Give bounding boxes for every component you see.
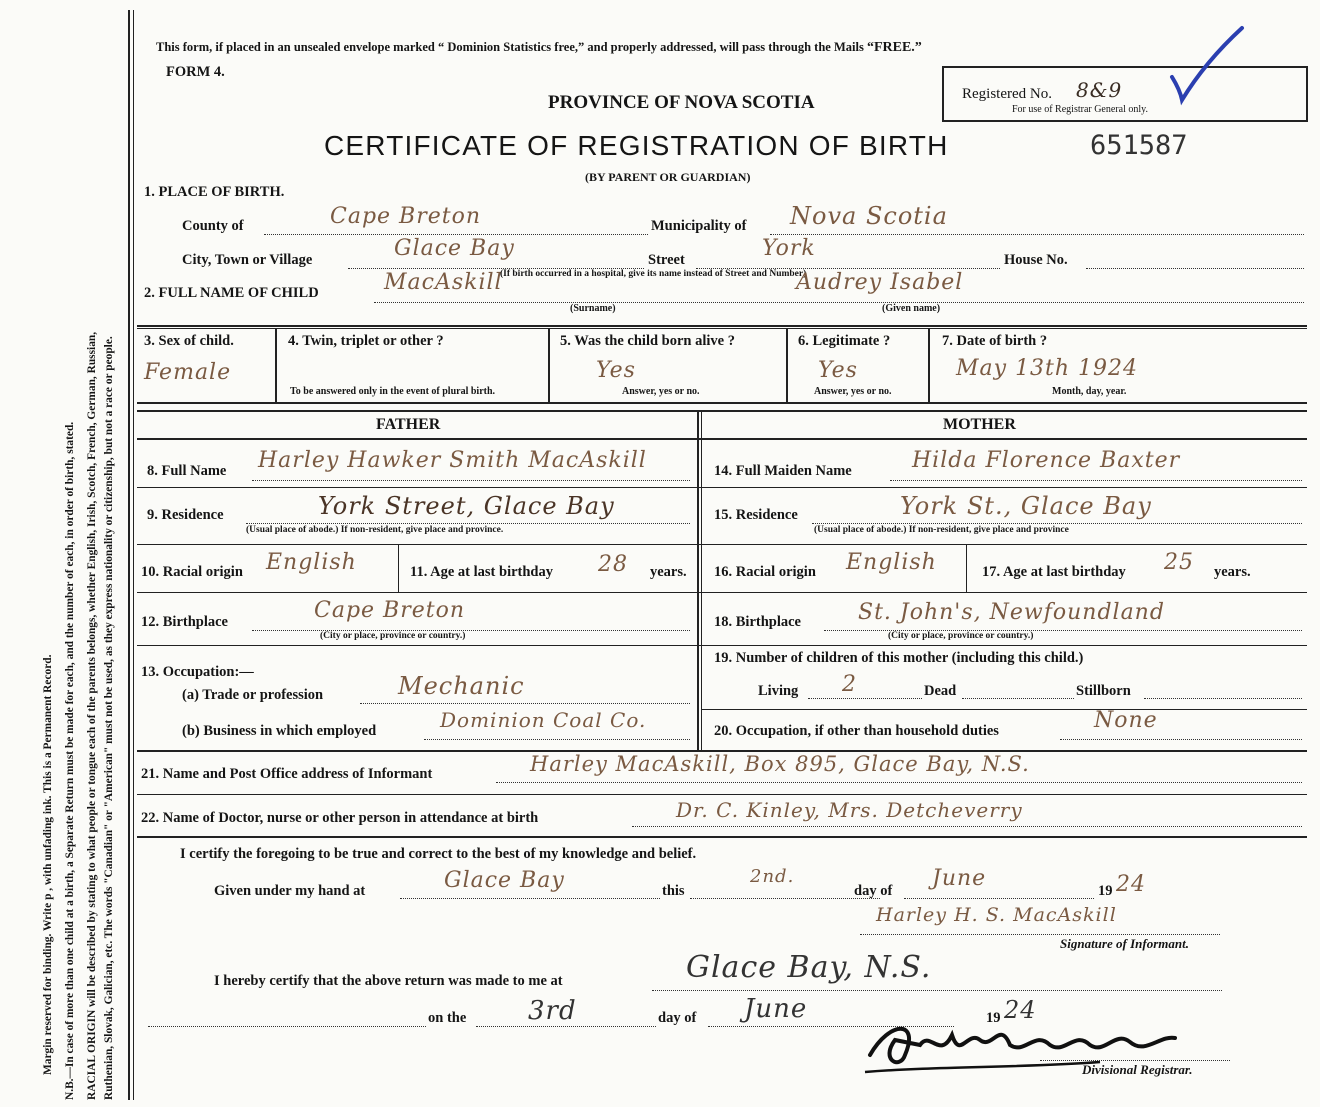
margin-rule	[128, 10, 130, 1100]
trade-label: (a) Trade or profession	[182, 687, 324, 703]
rule	[398, 545, 399, 592]
given-dayof-label: day of	[854, 883, 893, 899]
business-value: Dominion Coal Co.	[440, 708, 647, 732]
trade-line	[360, 703, 690, 704]
father-residence-label: 9. Residence	[147, 507, 224, 523]
mother-residence-line	[812, 523, 1302, 524]
rule	[137, 328, 1307, 329]
rule	[137, 794, 1307, 795]
father-birthplace-line	[252, 630, 690, 631]
on-the-label: on the	[428, 1010, 467, 1026]
margin-note-2: N.B.—In case of more than one child at a birth, a Separate Return must be made for each, and the number of each, in order of birth, stated.	[64, 421, 76, 1100]
municipality-line	[770, 234, 1304, 235]
registrar-lead-line	[148, 1026, 426, 1027]
mother-birthplace-value: St. John's, Newfoundland	[858, 600, 1165, 625]
house-label: House No.	[1004, 252, 1068, 268]
registrar-signature-label: Divisional Registrar.	[1082, 1062, 1193, 1077]
attendant-value: Dr. C. Kinley, Mrs. Detcheverry	[676, 798, 1023, 822]
serial-number: 651587	[1090, 130, 1188, 161]
stillborn-line	[1144, 698, 1302, 699]
informant-line	[496, 782, 1302, 783]
dob-value: May 13th 1924	[956, 356, 1139, 381]
informant-signature-line	[860, 934, 1220, 935]
street-value: York	[762, 236, 816, 261]
dob-label: 7. Date of birth ?	[942, 333, 1048, 349]
registered-value: 8&9	[1076, 78, 1123, 102]
rule	[137, 410, 1307, 412]
place-of-birth-label: 1. PLACE OF BIRTH.	[144, 184, 285, 200]
registrar-year-suffix: 24	[1004, 996, 1037, 1024]
registrar-day-value: 3rd	[528, 996, 577, 1026]
father-racial-value: English	[266, 550, 357, 575]
given-month-value: June	[932, 866, 987, 891]
certify-statement: I certify the foregoing to be true and correct to the best of my knowledge and belief.	[180, 846, 697, 862]
informant-value: Harley MacAskill, Box 895, Glace Bay, N.S.	[530, 752, 1030, 776]
dead-label: Dead	[924, 683, 957, 699]
rule	[928, 328, 930, 402]
rule	[137, 645, 1307, 646]
father-name-label: 8. Full Name	[147, 463, 227, 479]
rule	[786, 328, 788, 402]
county-label: County of	[182, 218, 244, 234]
registered-label: Registered No.	[962, 86, 1052, 102]
given-place-value: Glace Bay	[444, 868, 565, 893]
registrar-day-line	[476, 1026, 656, 1027]
father-birthplace-value: Cape Breton	[314, 598, 466, 623]
alive-label: 5. Was the child born alive ?	[560, 333, 735, 349]
county-line	[264, 234, 648, 235]
dob-note: Month, day, year.	[1052, 386, 1127, 397]
registrar-dayof-label: day of	[658, 1010, 697, 1026]
father-name-value: Harley Hawker Smith MacAskill	[258, 448, 647, 473]
given-year-prefix: 19	[1098, 883, 1113, 899]
rule	[702, 709, 1307, 710]
children-count-label: 19. Number of children of this mother (including this child.)	[714, 650, 1084, 666]
mother-years: years.	[1214, 564, 1251, 580]
mother-birthplace-note: (City or place, province or country.)	[888, 631, 1034, 641]
mother-residence-note: (Usual place of abode.) If non-resident, give place and province	[814, 525, 1069, 535]
mother-name-value: Hilda Florence Baxter	[912, 448, 1181, 473]
legit-note: Answer, yes or no.	[814, 386, 892, 397]
attendant-line	[632, 826, 1302, 827]
column-divider	[701, 410, 702, 750]
mother-racial-value: English	[846, 550, 937, 575]
mother-occupation-line	[1060, 739, 1302, 740]
rule	[548, 328, 550, 402]
rule	[275, 328, 277, 402]
twin-label: 4. Twin, triplet or other ?	[288, 333, 444, 349]
rule	[137, 438, 1307, 440]
given-name-caption: (Given name)	[882, 303, 941, 314]
informant-signature-label: Signature of Informant.	[1060, 936, 1189, 951]
mother-occupation-value: None	[1094, 708, 1158, 733]
father-age-label: 11. Age at last birthday	[410, 564, 553, 580]
trade-value: Mechanic	[398, 672, 525, 700]
house-line	[1086, 268, 1304, 269]
father-racial-label: 10. Racial origin	[141, 564, 243, 580]
informant-signature: Harley H. S. MacAskill	[876, 904, 1117, 926]
mother-racial-label: 16. Racial origin	[714, 564, 816, 580]
registrar-note: For use of Registrar General only.	[1012, 104, 1148, 115]
given-label: Given under my hand at	[214, 883, 366, 899]
mail-notice	[156, 40, 922, 56]
living-value: 2	[842, 672, 857, 697]
mother-residence-value: York St., Glace Bay	[900, 492, 1152, 520]
given-month-line	[904, 898, 1094, 899]
legit-label: 6. Legitimate ?	[798, 333, 891, 349]
rule	[137, 402, 1307, 404]
mother-residence-label: 15. Residence	[714, 507, 798, 523]
rule	[966, 545, 967, 592]
margin-rule-2	[133, 10, 134, 1100]
father-age-value: 28	[598, 552, 628, 577]
father-years: years.	[650, 564, 687, 580]
margin-note-4: Ruthenian, Slovak, Galician, etc. The words "Canadian" or "American" must not be used, as they express nationality or citizenship, but not a race or people.	[103, 336, 115, 1100]
municipality-value: Nova Scotia	[790, 202, 948, 230]
mother-heading: MOTHER	[943, 416, 1016, 433]
business-label: (b) Business in which employed	[182, 723, 377, 739]
sex-label: 3. Sex of child.	[144, 333, 234, 349]
given-day-value: 2nd.	[750, 866, 795, 887]
registrar-year-prefix: 19	[986, 1010, 1001, 1026]
certificate-subtitle: (BY PARENT OR GUARDIAN)	[585, 170, 751, 184]
stillborn-label: Stillborn	[1076, 683, 1131, 699]
municipality-label: Municipality of	[651, 218, 747, 234]
rule	[137, 592, 1307, 593]
twin-note: To be answered only in the event of plural birth.	[290, 386, 496, 397]
father-residence-value: York Street, Glace Bay	[318, 492, 615, 520]
business-line	[424, 739, 690, 740]
county-value: Cape Breton	[330, 204, 482, 229]
given-this-label: this	[662, 883, 685, 899]
rule	[137, 836, 1307, 838]
living-line	[808, 698, 922, 699]
mother-name-label: 14. Full Maiden Name	[714, 463, 852, 479]
mother-age-label: 17. Age at last birthday	[982, 564, 1126, 580]
province-heading: PROVINCE OF NOVA SCOTIA	[548, 92, 815, 113]
certificate-title: CERTIFICATE OF REGISTRATION OF BIRTH	[324, 130, 949, 161]
margin-note-3: RACIAL ORIGIN will be described by stating to what people or tongue each of the parents belongs, whether English, Irish, Scotch, French, German, Russian,	[86, 331, 98, 1100]
sex-value: Female	[144, 360, 232, 385]
father-residence-line	[246, 523, 690, 524]
dead-line	[962, 698, 1074, 699]
registrar-place-value: Glace Bay, N.S.	[686, 950, 932, 985]
legit-value: Yes	[818, 358, 858, 383]
registrar-signature-line	[1040, 1060, 1230, 1061]
registrar-month-value: June	[744, 994, 808, 1024]
father-birthplace-label: 12. Birthplace	[141, 614, 228, 630]
father-heading: FATHER	[376, 416, 441, 433]
rule	[137, 487, 1307, 488]
child-name-line	[374, 302, 1304, 303]
given-year-suffix: 24	[1116, 872, 1146, 897]
mail-notice-free: “FREE.”	[866, 40, 922, 55]
rule	[137, 325, 1307, 327]
child-name-label: 2. FULL NAME OF CHILD	[144, 285, 319, 301]
father-birthplace-note: (City or place, province or country.)	[320, 631, 466, 641]
column-divider	[697, 410, 699, 750]
informant-label: 21. Name and Post Office address of Informant	[141, 766, 433, 782]
mother-birthplace-label: 18. Birthplace	[714, 614, 801, 630]
given-day-line	[690, 898, 880, 899]
occupation-label: 13. Occupation:—	[141, 664, 254, 680]
alive-note: Answer, yes or no.	[622, 386, 700, 397]
street-label: Street	[648, 252, 685, 268]
registrar-place-line	[652, 990, 1222, 991]
mother-occupation-label: 20. Occupation, if other than household duties	[714, 723, 999, 739]
mother-name-line	[890, 480, 1302, 481]
city-value: Glace Bay	[394, 236, 515, 261]
form-number: FORM 4.	[166, 64, 225, 80]
living-label: Living	[758, 683, 799, 699]
given-place-line	[400, 898, 660, 899]
mail-notice-text: This form, if placed in an unsealed envelope marked “ Dominion Statistics free,” and properly addressed, will pass through the Mails	[156, 40, 864, 54]
mother-age-value: 25	[1164, 550, 1194, 575]
city-label: City, Town or Village	[182, 252, 313, 268]
surname-caption: (Surname)	[570, 303, 616, 314]
registrar-statement: I hereby certify that the above return was made to me at	[214, 973, 563, 989]
hospital-note: (If birth occurred in a hospital, give its name instead of Street and Number)	[500, 269, 807, 279]
child-surname: MacAskill	[384, 270, 503, 295]
margin-note-1: Margin reserved for binding. Write p , with unfading ink. This is a Permanent Record.	[42, 654, 54, 1075]
alive-value: Yes	[596, 358, 636, 383]
child-given-name: Audrey Isabel	[796, 270, 964, 295]
father-name-line	[252, 480, 690, 481]
attendant-label: 22. Name of Doctor, nurse or other person in attendance at birth	[141, 810, 539, 826]
father-residence-note: (Usual place of abode.) If non-resident, give place and province.	[246, 525, 504, 535]
rule	[137, 544, 1307, 545]
check-mark-icon	[1160, 22, 1250, 106]
